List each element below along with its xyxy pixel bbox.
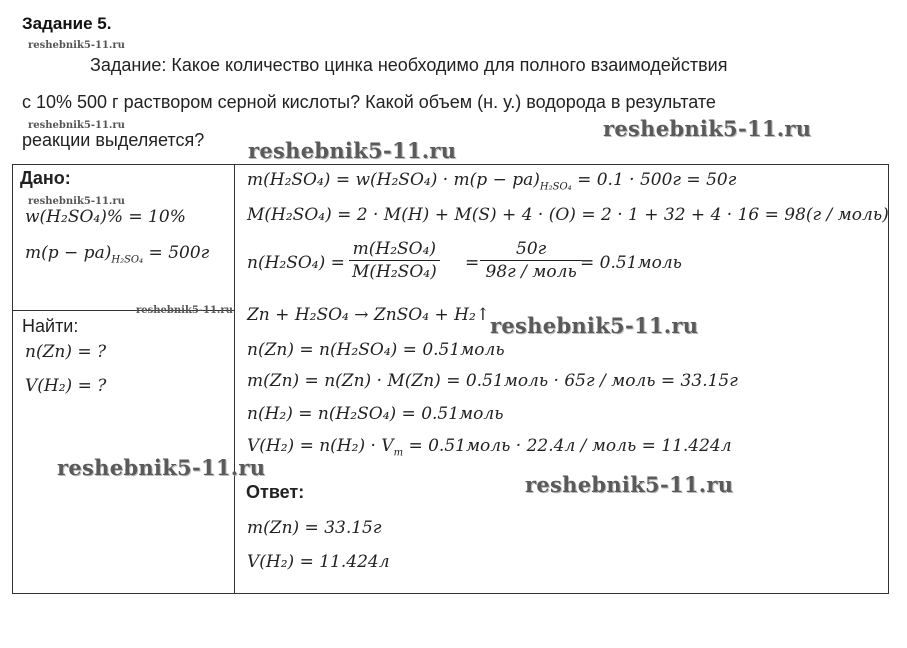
given-label: Дано: [20,168,71,188]
watermark-big: reshebnik5-11.ru [248,138,457,163]
solution-l1-subscript: H₂SO₄ [539,181,572,193]
table-top-border [12,164,889,165]
watermark-small: reshebnik5-11.ru [136,305,233,316]
given-solution-mass [25,243,209,265]
solution-line-7 [247,436,732,458]
reaction-equation: Zn + H₂SO₄ → ZnSO₄ + H₂↑ [247,305,490,325]
table-left-border [12,164,13,594]
solution-l3-equals: = [465,253,480,273]
find-zinc-amount: n(Zn) = ? [25,342,107,362]
table-right-border [888,164,889,594]
solution-l1-left: m(H₂SO₄) = w(H₂SO₄) · m(p − pa) [247,170,540,190]
solution-line-2: M(H₂SO₄) = 2 · M(H) + M(S) + 4 · (O) = 2 · 1 + 32 + 4 · 16 = 98(г / моль) [247,205,889,225]
fraction-2-denominator: 98г / моль [485,262,577,282]
task-heading: Задание 5. [22,14,112,33]
task-line-3: реакции выделяется? [22,130,205,150]
solution-line-5: m(Zn) = n(Zn) · M(Zn) = 0.51моль · 65г / моль = 33.15г [247,371,738,391]
given-mass-value: = 500г [143,243,210,263]
given-mass-subscript: H₂SO₄ [111,254,144,266]
solution-line-1 [247,170,736,192]
answer-label: Ответ: [246,482,305,502]
solution-l1-right: = 0.1 · 500г = 50г [571,170,737,190]
task-line-2: с 10% 500 г раствором серной кислоты? Какой объем (н. у.) водорода в результате [22,92,716,112]
table-bottom-border [12,593,889,594]
task-line-1: Задание: Какое количество цинка необходимо для полного взаимодействия [90,55,728,75]
watermark-big: reshebnik5-11.ru [57,455,266,480]
fraction-2-numerator: 50г [480,238,582,261]
watermark-big: reshebnik5-11.ru [490,313,699,338]
answer-hydrogen-volume: V(H₂) = 11.424л [247,552,390,572]
table-column-divider [234,164,235,594]
solution-line-6: n(H₂) = n(H₂SO₄) = 0.51моль [247,404,504,424]
fraction-1-denominator: M(H₂SO₄) [352,262,437,282]
answer-zinc-mass: m(Zn) = 33.15г [247,518,382,538]
watermark-big: reshebnik5-11.ru [603,116,812,141]
watermark-small: reshebnik5-11.ru [28,196,125,207]
find-label: Найти: [22,316,79,336]
solution-l7-right: = 0.51моль · 22.4л / моль = 11.424л [403,436,732,456]
watermark-small: reshebnik5-11.ru [28,120,125,131]
solution-l7-subscript: m [393,447,404,459]
solution-l3-right: = 0.51моль [580,253,682,273]
watermark-big: reshebnik5-11.ru [525,472,734,497]
given-mass-symbol: m(p − pa) [25,243,112,263]
watermark-small: reshebnik5-11.ru [28,40,125,51]
solution-fraction-1 [348,238,441,283]
solution-l7-left: V(H₂) = n(H₂) · V [247,436,394,456]
solution-l3-left: n(H₂SO₄) = [247,253,345,273]
solution-line-4: n(Zn) = n(H₂SO₄) = 0.51моль [247,340,505,360]
given-mass-fraction: w(H₂SO₄)% = 10% [25,207,186,227]
find-hydrogen-volume: V(H₂) = ? [25,376,107,396]
solution-fraction-2 [480,238,582,283]
fraction-1-numerator: m(H₂SO₄) [349,238,440,261]
